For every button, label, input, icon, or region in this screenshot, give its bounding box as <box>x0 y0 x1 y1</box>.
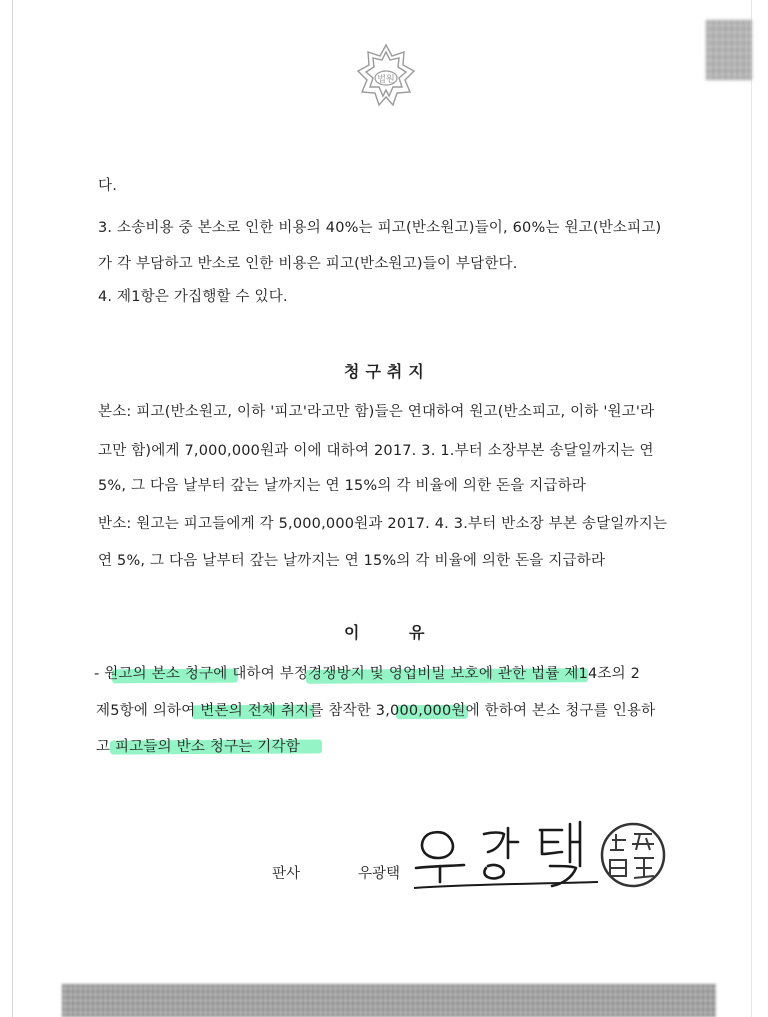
reason-line: 고 피고들의 반소 청구는 기각함 <box>96 739 300 755</box>
redacted-footer <box>62 984 716 1017</box>
judge-role-label: 판사 <box>272 866 301 882</box>
reason-heading: 이 유 <box>344 623 447 642</box>
reason-line: - 원고의 본소 청구에 대하여 부정경쟁방지 및 영업비밀 보호에 관한 법률 제14조의 2 <box>94 666 641 682</box>
claim-line: 5%, 그 다음 날부터 갚는 날까지는 연 15%의 각 비율에 의한 돈을 지급하라 <box>98 478 587 494</box>
judge-seal-stamp <box>596 820 670 890</box>
claim-heading: 청구취지 <box>344 362 430 381</box>
claim-line: 반소: 원고는 피고들에게 각 5,000,000원과 2017. 4. 3.부터 반소장 부본 송달일까지는 <box>98 516 668 532</box>
claim-line: 고만 함)에게 7,000,000원과 이에 대하여 2017. 3. 1.부터 소장부본 송달일까지는 연 <box>98 443 654 459</box>
body-line: 4. 제1항은 가집행할 수 있다. <box>98 289 288 305</box>
body-line: 가 각 부담하고 반소로 인한 비용은 피고(반소원고)들이 부담한다. <box>98 256 518 272</box>
redacted-code <box>706 20 752 80</box>
claim-line: 연 5%, 그 다음 날부터 갚는 날까지는 연 15%의 각 비율에 의한 돈을 지급하라 <box>98 553 606 569</box>
judge-name: 우광택 <box>358 866 401 882</box>
body-line: 다. <box>98 178 118 194</box>
reason-line: 제5항에 의하여 변론의 전체 취지를 참작한 3,000,000원에 한하여 본소 청구를 인용하 <box>96 703 656 719</box>
body-line: 3. 소송비용 중 본소로 인한 비용의 40%는 피고(반소원고)들이, 60%는 원고(반소피고) <box>98 220 662 236</box>
handwritten-signature <box>412 818 602 898</box>
court-emblem-icon <box>356 42 416 108</box>
emblem-text: 법원 <box>377 75 395 85</box>
claim-line: 본소: 피고(반소원고, 이하 '피고'라고만 함)들은 연대하여 원고(반소피고, 이하 '원고'라 <box>98 404 655 420</box>
